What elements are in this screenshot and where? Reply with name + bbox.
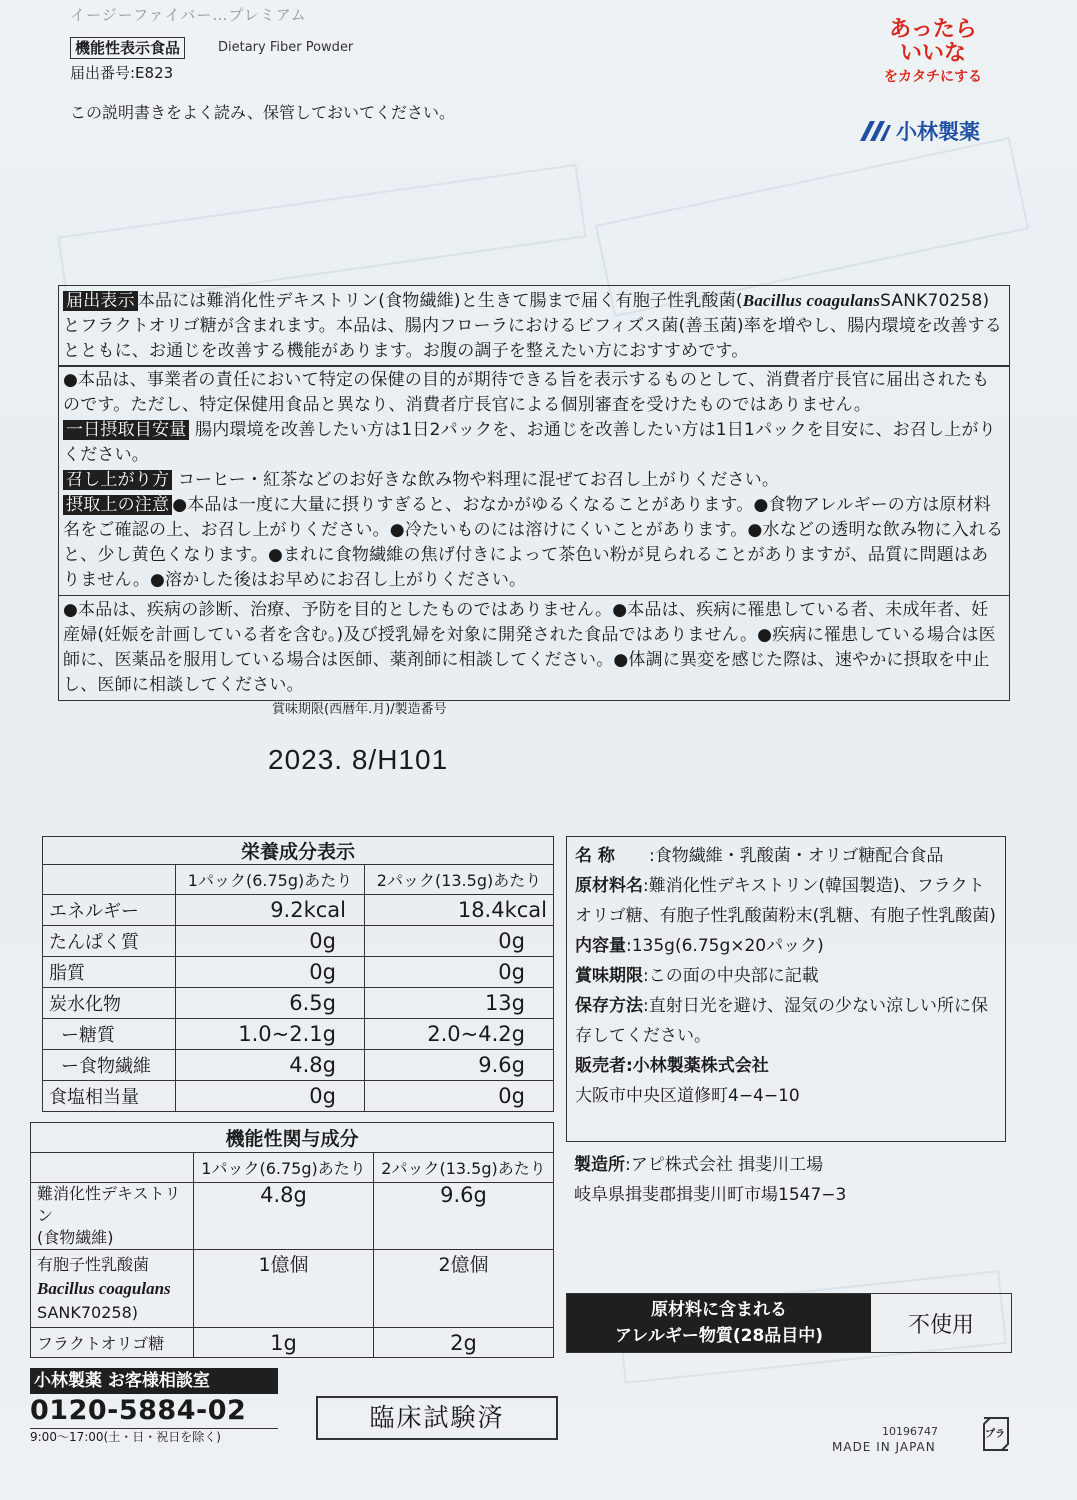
product-name-faded: イージーファイバー…プレミアム [70,6,307,24]
slogan-line-3: をカタチにする [884,69,982,85]
nutrient-value-2: 0g [365,926,554,957]
seller-value: :小林製薬株式会社 [626,1056,769,1076]
allergen-box [566,1293,1012,1353]
how-to-eat-text: コーヒー・紅茶などのお好きな飲み物や料理に混ぜてお召し上がりください。 [177,470,780,490]
ingredient-name: フラクトオリゴ糖 [31,1328,194,1358]
ingredient-value-2: 2g [374,1328,554,1358]
manufacturer-info [574,1150,846,1210]
disclaimer-text: ●本品は、事業者の責任において特定の保健の目的が期待できる旨を表示するものとして、消費者庁長官に届出されたものです。ただし、特定保健用食品と異なり、消費者庁長官による個別審査を受けたものではありません。 [63,370,990,415]
english-name: Dietary Fiber Powder [218,40,354,55]
ingredient-name-sub: (食物繊維) [37,1228,114,1247]
ingredient-name-strain: SANK70258) [37,1302,138,1322]
notification-display-text-b: SANK70258)とフラクトオリゴ糖が含まれます。本品は、腸内フローラにおけるビフィズス菌(善玉菌)率を増やし、腸内環境を改善するとともに、お通じを改善する機能があります。お腹の調子を整えたい方におすすめです。 [63,291,1002,361]
table-row [43,926,554,957]
table-row [43,988,554,1019]
expiry-value: :この面の中央部に記載 [643,966,819,986]
precautions-text: ●本品は一度に大量に摂りすぎると、おなかがゆるくなることがあります。●食物アレルギーの方は原材料名をご確認の上、お召し上がりください。●冷たいものには溶けにくいことがあります。●水などの透明な飲み物に入れると、少し黄色くなります。●まれに食物繊維の焦げ付きによって茶色い粉が見られることがありますが、品質に問題はありません。●溶かした後はお早めにお召し上がりください。 [63,495,1004,590]
notification-display-box [58,285,1010,367]
ingredients-value: :難消化性デキストリン(韓国製造)、フラクトオリゴ糖、有胞子性乳酸菌粉末(乳糖、有胞子性乳酸菌) [575,876,996,926]
nutrient-value-2: 9.6g [365,1050,554,1081]
storage-label: 保存方法 [575,996,643,1016]
content-value: :135g(6.75g×20パック) [626,936,824,956]
allergen-label-line1: 原材料に含まれる [651,1300,787,1320]
nutrition-title: 栄養成分表示 [43,837,554,865]
recycle-mark-text: プラ [985,1429,1005,1440]
table-row [43,1050,554,1081]
seller-label: 販売者 [575,1056,626,1076]
ingredient-value-2: 2億個 [374,1250,554,1328]
brand-logo [858,116,980,146]
nutrient-value-1: 0g [176,926,365,957]
nutrient-value-1: 1.0~2.1g [176,1019,365,1050]
functional-empty-header [31,1153,194,1183]
nutrient-name: たんぱく質 [43,926,176,957]
nutrient-name: 食塩相当量 [43,1081,176,1112]
content-label: 内容量 [575,936,626,956]
table-row [31,1328,554,1358]
table-row [43,1081,554,1112]
functional-title: 機能性関与成分 [31,1123,554,1153]
allergen-label-line2: アレルギー物質(28品目中) [614,1326,824,1346]
product-info-box [566,836,1006,1142]
notification-display-label: 届出表示 [63,291,138,311]
nutrient-value-2: 0g [365,957,554,988]
daily-intake-text: 腸内環境を改善したい方は1日2パックを、お通じを改善したい方は1日1パックを目安に、お召し上がりください。 [63,420,996,465]
brand-company-name: 小林製薬 [896,120,980,144]
maker-value: :アピ株式会社 揖斐川工場 [625,1155,824,1175]
nutrient-name: 脂質 [43,957,176,988]
allergen-label [567,1294,871,1352]
functional-ingredients-table [30,1122,554,1358]
nutrient-name: ー食物繊維 [43,1050,176,1081]
nutrient-value-2: 2.0~4.2g [365,1019,554,1050]
daily-intake-label: 一日摂取目安量 [63,420,189,440]
nutrient-value-1: 0g [176,1081,365,1112]
how-to-eat-label: 召し上がり方 [63,470,172,490]
medical-notice-box [58,595,1010,701]
ingredient-value-1: 1g [194,1328,374,1358]
table-row [43,1019,554,1050]
ingredient-name-latin: Bacillus coagulans [37,1278,171,1298]
bacillus-name: Bacillus coagulans [742,291,881,310]
ingredients-label: 原材料名 [575,876,643,896]
customer-support [30,1368,278,1445]
best-before-value: 2023. 8/H101 [268,744,449,775]
nutrient-value-1: 6.5g [176,988,365,1019]
nutrition-table [42,836,554,1112]
table-row [31,1183,554,1250]
nutrient-value-2: 18.4kcal [365,895,554,926]
nutrient-value-2: 13g [365,988,554,1019]
ingredient-name: 難消化性デキストリン [37,1184,181,1225]
clinical-trial-badge: 臨床試験済 [316,1396,558,1440]
made-in-japan: MADE IN JAPAN [832,1440,936,1454]
expiry-label: 賞味期限 [575,966,643,986]
maker-address: 岐阜県揖斐郡揖斐川町市場1547−3 [574,1185,847,1205]
recycle-plastic-icon [976,1414,1016,1454]
nutrition-col2-header: 2パック(13.5g)あたり [365,865,554,895]
nutrient-value-1: 4.8g [176,1050,365,1081]
best-before-caption: 賞味期限(西暦年.月)/製造番号 [272,702,447,717]
table-row [43,957,554,988]
allergen-value: 不使用 [907,1312,974,1338]
support-title: 小林製薬 お客様相談室 [30,1368,278,1394]
functional-col2-header: 2パック(13.5g)あたり [374,1153,554,1183]
slogan-line-1: あったら [889,17,977,42]
functional-col1-header: 1パック(6.75g)あたり [194,1153,374,1183]
brand-slogan [868,18,998,88]
storage-value: :直射日光を避け、湿気の少ない涼しい所に保存してください。 [575,996,989,1046]
ingredient-value-2: 9.6g [374,1183,554,1250]
medical-notice-text: ●本品は、疾病の診断、治療、予防を目的としたものではありません。●本品は、疾病に罹患している者、未成年者、妊産婦(妊娠を計画している者を含む。)及び授乳婦を対象に開発された食品ではありません。●疾病に罹患している場合は医師に、医薬品を服用している場合は医師、薬剤師に相談してください。●体調に異変を感じた際は、速やかに摂取を中止し、医師に相談してください。 [63,600,996,695]
support-phone: 0120-5884-02 [30,1395,247,1426]
nutrient-name: 炭水化物 [43,988,176,1019]
nutrition-empty-header [43,865,176,895]
keep-notice: この説明書きをよく読み、保管しておいてください。 [70,103,455,122]
product-code: 10196747 [882,1425,938,1438]
nutrient-name: ー糖質 [43,1019,176,1050]
notification-display-text-a: 本品には難消化性デキストリン(食物繊維)と生きて腸まで届く有胞子性乳酸菌( [137,291,743,311]
slogan-line-2: いいな [899,41,966,66]
functional-food-label: 機能性表示食品 [70,37,185,59]
nutrient-value-2: 0g [365,1081,554,1112]
support-hours: 9:00〜17:00(土・日・祝日を除く) [30,1428,278,1445]
name-label: 名 称 [575,846,615,866]
ingredient-value-1: 4.8g [194,1183,374,1250]
precautions-label: 摂取上の注意 [63,495,172,515]
notification-number: 届出番号:E823 [70,64,174,82]
ingredient-value-1: 1億個 [194,1250,374,1328]
usage-info-box [58,365,1010,596]
seller-address: 大阪市中央区道修町4−4−10 [575,1086,800,1106]
name-value: :食物繊維・乳酸菌・オリゴ糖配合食品 [649,846,944,866]
nutrient-name: エネルギー [43,895,176,926]
nutrient-value-1: 0g [176,957,365,988]
table-row [31,1250,554,1328]
kobayashi-logo-icon [858,119,892,143]
table-row [43,895,554,926]
ingredient-name: 有胞子性乳酸菌 [37,1254,150,1274]
nutrition-col1-header: 1パック(6.75g)あたり [176,865,365,895]
nutrient-value-1: 9.2kcal [176,895,365,926]
maker-label: 製造所 [574,1155,625,1175]
